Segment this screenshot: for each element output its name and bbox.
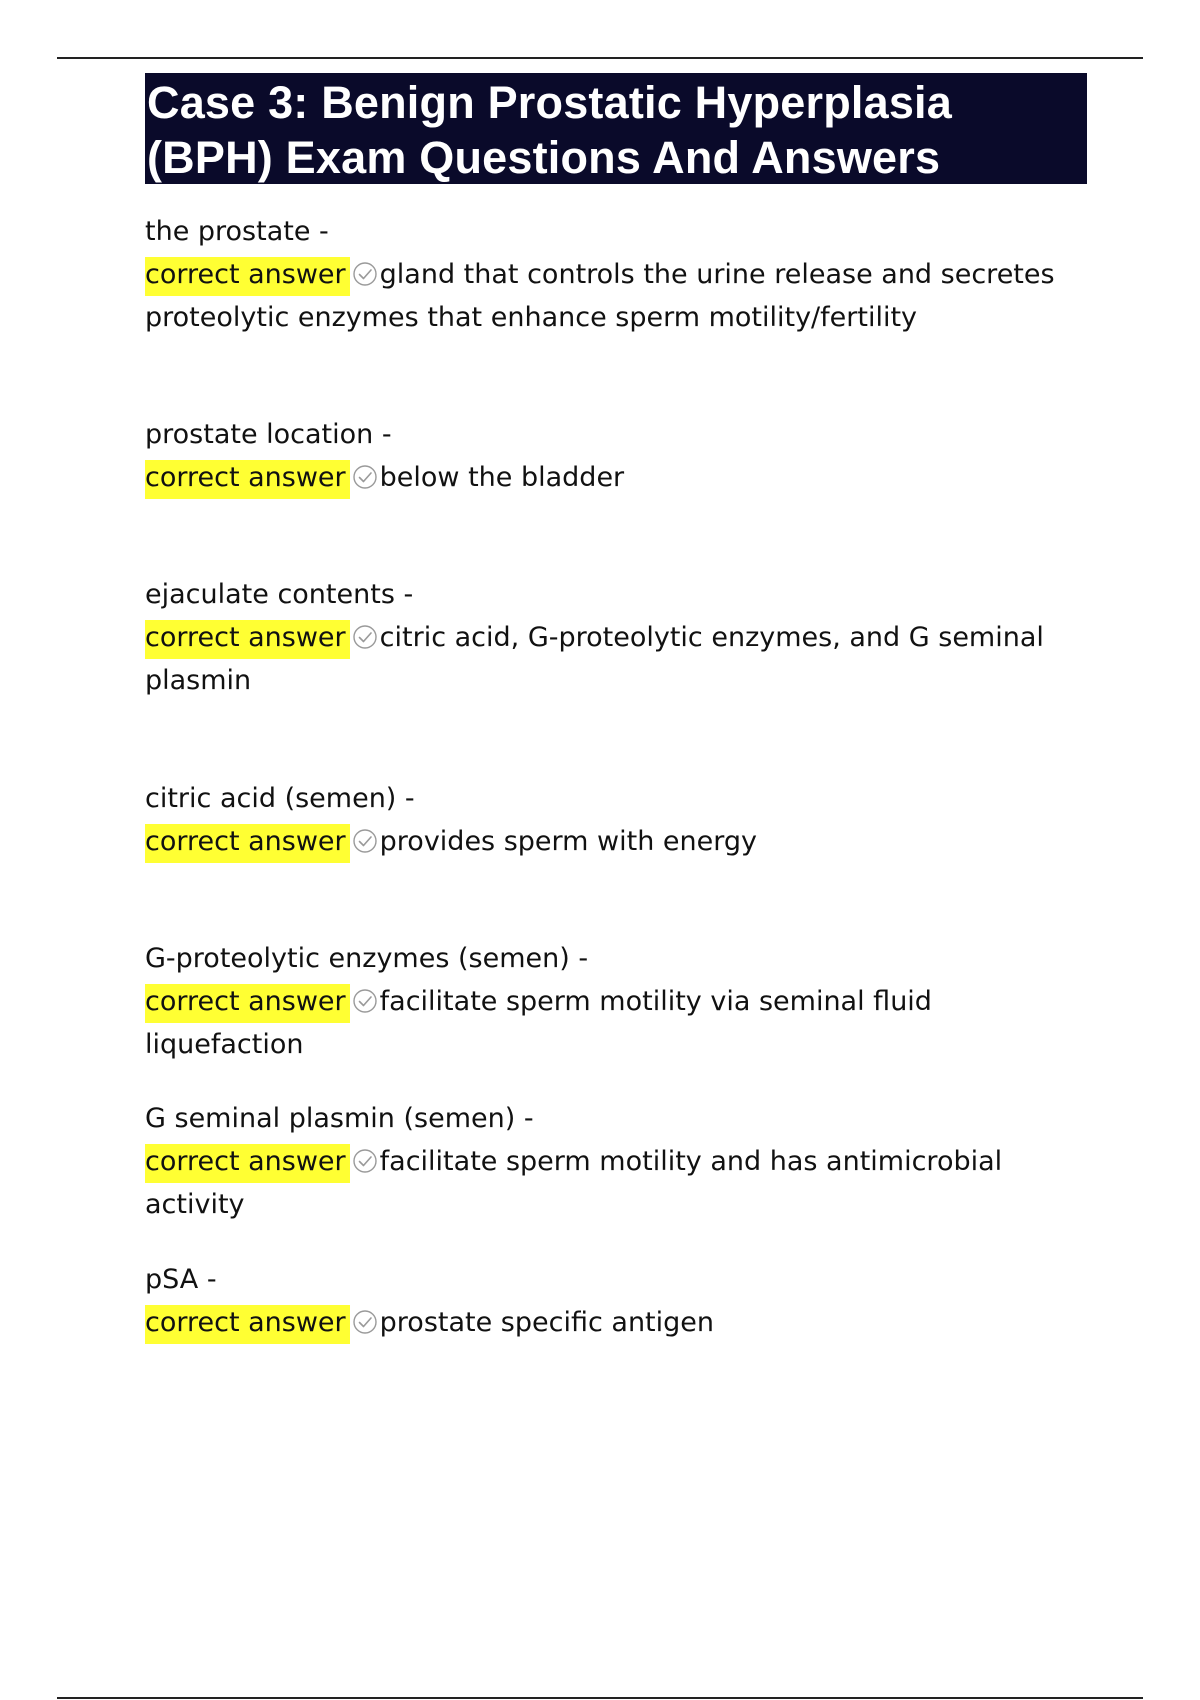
correct-answer-label: correct answer <box>145 1144 350 1183</box>
qa-item <box>145 1258 1095 1344</box>
check-icon <box>352 1148 378 1174</box>
answer-line <box>145 456 1095 499</box>
answer-text: gland that controls the urine release and secretes proteolytic enzymes that enhance sperm motility/fertility <box>145 259 1055 333</box>
question-text: the prostate - <box>145 216 329 247</box>
check-icon <box>352 624 378 650</box>
qa-item <box>145 413 1095 499</box>
title-line-1: Case 3: Benign Prostatic Hyperplasia <box>147 77 952 128</box>
answer-text: facilitate sperm motility via seminal fluid liquefaction <box>145 986 932 1060</box>
qa-item <box>145 1097 1095 1226</box>
title-line-2: (BPH) Exam Questions And Answers <box>147 132 941 183</box>
answer-line <box>145 253 1095 339</box>
correct-answer-label: correct answer <box>145 824 350 863</box>
check-icon <box>352 261 378 287</box>
correct-answer-label: correct answer <box>145 620 350 659</box>
question-text: G-proteolytic enzymes (semen) - <box>145 943 589 974</box>
correct-answer-label: correct answer <box>145 1305 350 1344</box>
check-icon <box>352 988 378 1014</box>
answer-line <box>145 980 1095 1066</box>
check-icon <box>352 1309 378 1335</box>
document-title <box>145 73 1087 184</box>
correct-answer-label: correct answer <box>145 257 350 296</box>
question-text: prostate location - <box>145 419 392 450</box>
answer-line <box>145 616 1095 702</box>
answer-text: facilitate sperm motility and has antimicrobial activity <box>145 1146 1003 1220</box>
question-text: pSA - <box>145 1264 217 1295</box>
question-text: G seminal plasmin (semen) - <box>145 1103 534 1134</box>
bottom-rule <box>57 1697 1143 1699</box>
check-icon <box>352 464 378 490</box>
qa-item <box>145 777 1095 863</box>
correct-answer-label: correct answer <box>145 984 350 1023</box>
answer-line <box>145 1301 1095 1344</box>
qa-item <box>145 573 1095 702</box>
top-rule <box>57 57 1143 59</box>
correct-answer-label: correct answer <box>145 460 350 499</box>
check-icon <box>352 828 378 854</box>
answer-text: provides sperm with energy <box>379 826 757 857</box>
qa-item <box>145 210 1095 339</box>
answer-text: prostate specific antigen <box>379 1307 715 1338</box>
question-text: citric acid (semen) - <box>145 783 415 814</box>
answer-text: below the bladder <box>379 462 625 493</box>
answer-line <box>145 1140 1095 1226</box>
question-text: ejaculate contents - <box>145 579 414 610</box>
answer-text: citric acid, G-proteolytic enzymes, and G seminal plasmin <box>145 622 1044 696</box>
answer-line <box>145 820 1095 863</box>
qa-item <box>145 937 1095 1066</box>
